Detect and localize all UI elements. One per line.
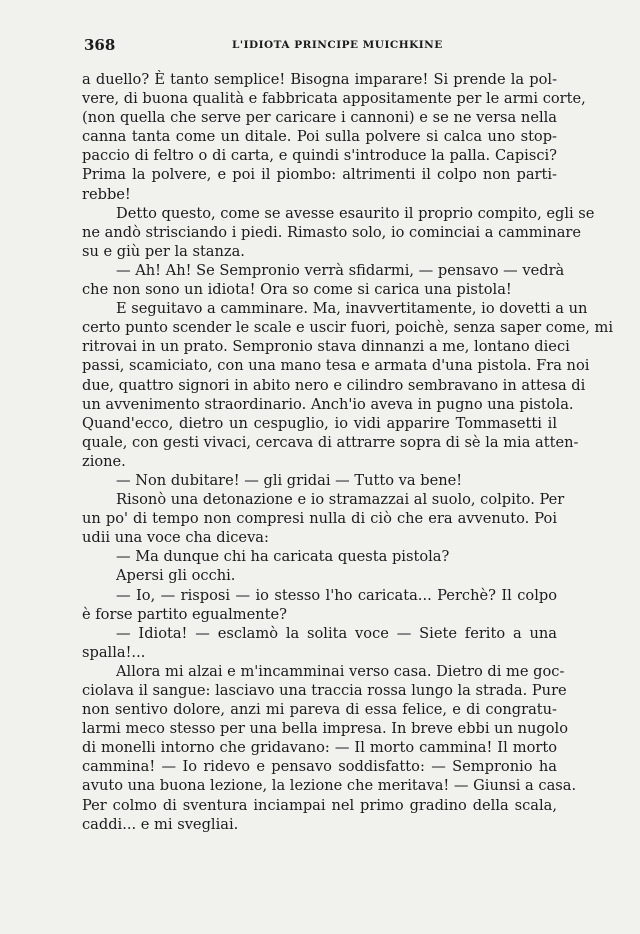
text-line: certo punto scender le scale e uscir fuori, poichè, senza saper come, mi <box>82 319 614 337</box>
text-line: Prima la polvere, e poi il piombo: altrimenti il colpo non parti- <box>82 166 557 184</box>
text-line: passi, scamiciato, con una mano tesa e armata d'una pistola. Fra noi <box>82 357 590 375</box>
text-line: canna tanta come un ditale. Poi sulla polvere si calca uno stop- <box>82 128 557 146</box>
text-line: udii una voce cha diceva: <box>82 529 269 547</box>
text-line: ciolava il sangue: lasciavo una traccia rossa lungo la strada. Pure <box>82 682 567 699</box>
text-line: ne andò strisciando i piedi. Rimasto solo, io cominciai a camminare <box>82 223 582 241</box>
text-line: Per colmo di sventura inciampai nel primo gradino della scala, <box>82 796 557 814</box>
text-line: caddi... e mi svegliai. <box>82 815 239 833</box>
text-line: non sentivo dolore, anzi mi pareva di essa felice, e di congratu- <box>82 701 557 719</box>
text-line: spalla!... <box>82 643 146 661</box>
text-line: — Idiota! — esclamò la solita voce — Siete ferito a una <box>116 624 557 642</box>
text-line: rebbe! <box>82 185 131 203</box>
text-line: cammina! — Io ridevo e pensavo soddisfatto: — Sempronio ha <box>82 758 557 776</box>
text-line: paccio di feltro o di carta, e quindi s'introduce la palla. Capisci? <box>82 147 557 165</box>
text-line: due, quattro signori in abito nero e cilindro sembravano in attesa di <box>82 376 586 394</box>
text-line: ritrovai in un prato. Sempronio stava dinnanzi a me, lontano dieci <box>82 338 570 356</box>
text-line: che non sono un idiota! Ora so come si carica una pistola! <box>82 281 512 299</box>
body-text <box>82 70 614 834</box>
text-line: su e giù per la stanza. <box>82 242 245 260</box>
text-line: — Io, — risposi — io stesso l'ho caricata... Perchè? Il colpo <box>116 586 557 604</box>
text-line: di monelli intorno che gridavano: — Il morto cammina! Il morto <box>82 739 557 757</box>
text-line: Detto questo, come se avesse esaurito il proprio compito, egli se <box>116 204 595 222</box>
text-line: — Ah! Ah! Se Sempronio verrà sfidarmi, — pensavo — vedrà <box>116 261 565 279</box>
text-line: — Ma dunque chi ha caricata questa pistola? <box>116 548 450 566</box>
text-line: Risonò una detonazione e io stramazzai al suolo, colpito. Per <box>116 491 565 509</box>
text-line: avuto una buona lezione, la lezione che meritava! — Giunsi a casa. <box>82 777 577 795</box>
text-line: (non quella che serve per caricare i cannoni) e se ne versa nella <box>82 109 557 127</box>
text-line: vere, di buona qualità e fabbricata appositamente per le armi corte, <box>82 90 586 108</box>
running-title: L'IDIOTA PRINCIPE MUICHKINE <box>232 39 443 51</box>
text-line: — Non dubitare! — gli gridai — Tutto va bene! <box>116 471 463 489</box>
page-header <box>84 36 564 56</box>
text-line: un po' di tempo non compresi nulla di ciò che era avvenuto. Poi <box>82 510 557 528</box>
text-line: zione. <box>82 452 126 470</box>
text-line: Quand'ecco, dietro un cespuglio, io vidi apparire Tommasetti il <box>82 414 557 432</box>
page-number: 368 <box>84 36 116 54</box>
text-line: quale, con gesti vivaci, cercava di attrarre sopra di sè la mia atten- <box>82 433 579 451</box>
text-line: un avvenimento straordinario. Anch'io aveva in pugno una pistola. <box>82 395 574 413</box>
text-line: è forse partito egualmente? <box>82 605 287 623</box>
text-line: E seguitavo a camminare. Ma, inavvertitamente, io dovetti a un <box>116 300 588 318</box>
text-line: Apersi gli occhi. <box>116 567 236 585</box>
text-line: a duello? È tanto semplice! Bisogna imparare! Si prende la pol- <box>82 71 557 88</box>
text-line: larmi meco stesso per una bella impresa. In breve ebbi un nugolo <box>82 720 568 738</box>
text-line: Allora mi alzai e m'incamminai verso casa. Dietro di me goc- <box>116 662 565 680</box>
